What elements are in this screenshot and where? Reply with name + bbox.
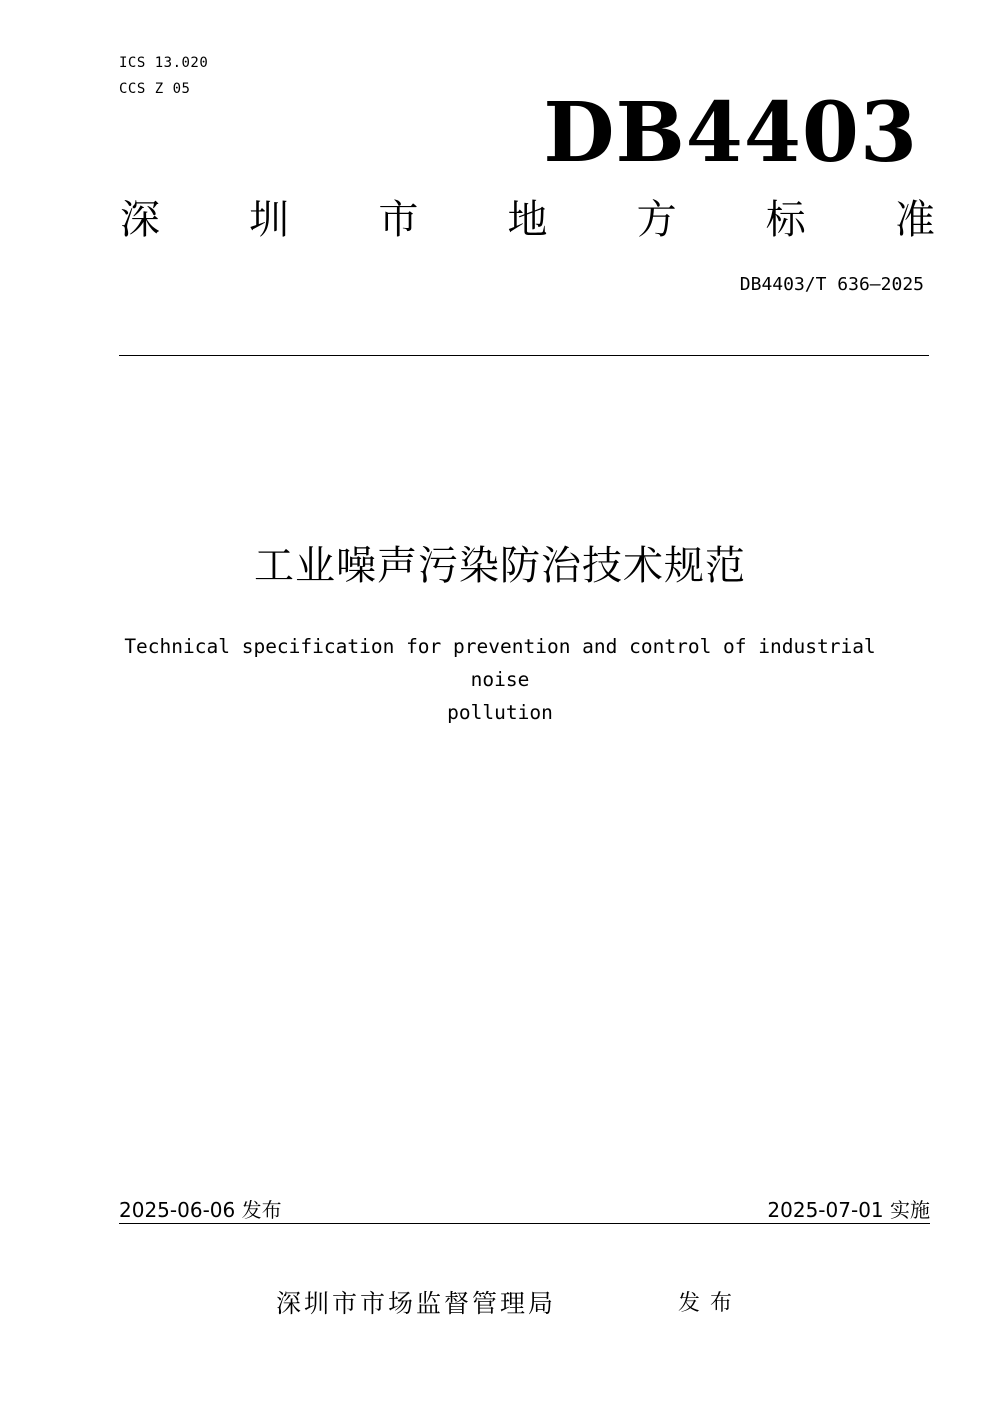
document-title-english	[90, 630, 910, 729]
english-title-line-2: pollution	[447, 701, 553, 724]
standard-type-char: 标	[765, 197, 806, 243]
standard-type-char: 方	[636, 197, 677, 243]
ccs-code: CCS Z 05	[119, 81, 191, 97]
release-date: 2025-06-06 发布	[119, 1198, 282, 1222]
standard-mark: DB4403	[543, 85, 918, 181]
date-row	[119, 1196, 930, 1224]
standard-type-char: 市	[378, 197, 419, 243]
publish-label: 发布	[678, 1291, 743, 1316]
effective-date: 2025-07-01 实施	[767, 1198, 930, 1222]
top-divider	[119, 355, 929, 356]
classification-codes	[119, 50, 208, 102]
ics-code: ICS 13.020	[119, 55, 209, 71]
standard-type-char: 圳	[249, 197, 290, 243]
document-title-chinese: 工业噪声污染防治技术规范	[254, 543, 746, 589]
standard-type-char: 准	[894, 197, 935, 243]
standard-number: DB4403/T 636—2025	[739, 274, 924, 295]
english-title-line-1: Technical specification for prevention and control of industrial noise	[124, 635, 876, 691]
standard-type-char: 地	[507, 197, 548, 243]
standard-type-heading	[120, 195, 935, 245]
standard-type-char: 深	[120, 197, 160, 243]
publisher-name: 深圳市市场监督管理局	[276, 1289, 557, 1318]
bottom-divider	[119, 1223, 930, 1224]
